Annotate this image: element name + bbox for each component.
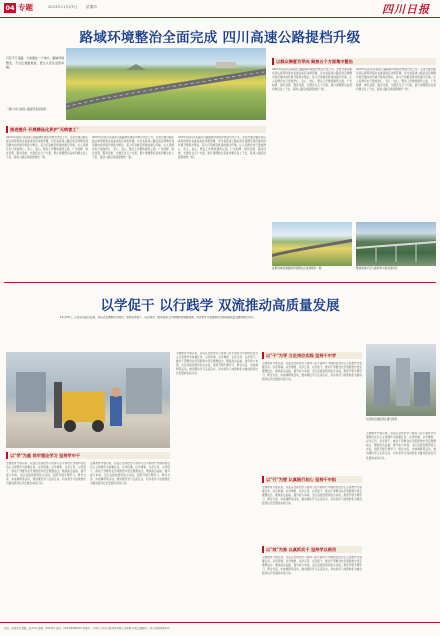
bottom-story-title: 以学促干 以行践学 双流推动高质量发展 <box>100 298 340 314</box>
page-header <box>0 0 440 18</box>
top-story-body-col-1: 2023年是四川省高速公路路域环境集中整治攻坚之年。全省交通运输系统认真贯彻落实省委省政府决策部署，对全省高速公路沿线及两侧可视范围内的环境开展集中整治，着力打造畅安舒美的通行环境，让人民群众出行更加舒心、安心、放心。整治工作聚焦建筑立面、广告标牌、绿化景观、服务设施、交通安全五个方面，累计清理整治各类问题点位上千处，高速公路沿线面貌焕然一新。 <box>6 136 88 160</box>
subhead-label: 推进提升 开展精品化养护"无病害工" <box>6 126 266 133</box>
factory-forklift-photo <box>6 352 170 448</box>
side-photo-caption: 双流航空港经济区建设现场 <box>366 418 398 421</box>
subhead-label: 以"学"为基 筑牢理论学习 坚持学中干 <box>6 452 170 459</box>
subhead-label: 以群众满意为导向 聚焦五个方面集中整治 <box>272 58 436 65</box>
top-story-right-column-a: 2023年是四川省高速公路路域环境集中整治攻坚之年。全省交通运输系统认真贯彻落实省委省政府决策部署，对全省高速公路沿线及两侧可视范围内的环境开展集中整治，着力打造畅安舒美的通行环境，让人民群众出行更加舒心、安心、放心。整治工作聚焦建筑立面、广告标牌、绿化景观、服务设施、交通安全五个方面，累计清理整治各类问题点位上千处，高速公路沿线面貌焕然一新。 <box>272 68 352 92</box>
bottom-story-col-5: 主题教育开展以来，双流区坚持把学习贯彻习近平新时代中国特色社会主义思想作为首要任务，以学铸魂、以学增智、以学正风、以学促干，推动干部群众在学思践悟中坚定理想信念、锤炼政治品格、提升能力本领。全区各级党组织结合实际，组织开展专题学习、研讨交流、实地调研等活动，推动理论学习走深走实，切实将学习成果转化为推动经济社会发展的实际行动。 <box>262 486 362 506</box>
page-number-badge: 04 <box>5 4 15 12</box>
mountain-bridge-photo <box>356 222 436 266</box>
bottom-story-subhead-1 <box>6 452 170 459</box>
section-divider <box>4 282 436 283</box>
footer-text: 地址：成都市红星路二段70号 邮编：610012 电话：028-86968000 零售价：1.00元 四川日报印务有限公司印刷 本报法律顾问：四川某律师事务所 <box>4 627 170 630</box>
highway-landscape-photo-left <box>272 222 352 266</box>
subhead-label: 以"行"为要 认真践行初心 坚持干中担 <box>262 476 362 483</box>
top-story <box>0 18 440 278</box>
bottom-story-col-1: 主题教育开展以来，双流区坚持把学习贯彻习近平新时代中国特色社会主义思想作为首要任务，以学铸魂、以学增智、以学正风、以学促干，推动干部群众在学思践悟中坚定理想信念、锤炼政治品格、提升能力本领。全区各级党组织结合实际，组织开展专题学习、研讨交流、实地调研等活动，推动理论学习走深走实，切实将学习成果转化为推动经济社会发展的实际行动。 <box>6 462 86 486</box>
top-story-photo2-caption: 成都绕城高速路域环境整治后景观焕然一新。 <box>272 267 324 270</box>
bottom-story-subhead-2 <box>262 352 362 359</box>
top-story-title: 路域环境整治全面完成 四川高速公路提档升级 <box>79 30 361 46</box>
bottom-story-col-2: 主题教育开展以来，双流区坚持把学习贯彻习近平新时代中国特色社会主义思想作为首要任务，以学铸魂、以学增智、以学正风、以学促干，推动干部群众在学思践悟中坚定理想信念、锤炼政治品格、提升能力本领。全区各级党组织结合实际，组织开展专题学习、研讨交流、实地调研等活动，推动理论学习走深走实，切实将学习成果转化为推动经济社会发展的实际行动。 <box>90 462 170 486</box>
bottom-story-col-4: 主题教育开展以来，双流区坚持把学习贯彻习近平新时代中国特色社会主义思想作为首要任务，以学铸魂、以学增智、以学正风、以学促干，推动干部群众在学思践悟中坚定理想信念、锤炼政治品格、提升能力本领。全区各级党组织结合实际，组织开展专题学习、研讨交流、实地调研等活动，推动理论学习走深走实，切实将学习成果转化为推动经济社会发展的实际行动。 <box>262 362 362 382</box>
bottom-story-intro: 11月23日，记者从双流区获悉，该区以主题教育为契机，坚持以学促干、以行践学，推动各项工作取得新进展新成效，切实把学习成果转化为推动高质量发展的强大动力。 <box>60 316 256 319</box>
highway-aerial-photo <box>66 48 266 120</box>
bottom-story-col-3: 主题教育开展以来，双流区坚持把学习贯彻习近平新时代中国特色社会主义思想作为首要任务，以学铸魂、以学增智、以学正风、以学促干，推动干部群众在学思践悟中坚定理想信念、锤炼政治品格、提升能力本领。全区各级党组织结合实际，组织开展专题学习、研讨交流、实地调研等活动，推动理论学习走深走实，切实将学习成果转化为推动经济社会发展的实际行动。 <box>176 352 258 376</box>
issue-date: 2023年11月23日 <box>48 5 78 9</box>
industrial-site-photo <box>366 344 436 416</box>
top-story-body-col-3: 2023年是四川省高速公路路域环境集中整治攻坚之年。全省交通运输系统认真贯彻落实省委省政府决策部署，对全省高速公路沿线及两侧可视范围内的环境开展集中整治，着力打造畅安舒美的通行环境，让人民群众出行更加舒心、安心、放心。整治工作聚焦建筑立面、广告标牌、绿化景观、服务设施、交通安全五个方面，累计清理整治各类问题点位上千处，高速公路沿线面貌焕然一新。 <box>178 136 266 160</box>
issue-weekday: 星期四 <box>86 5 97 9</box>
subhead-label: 以"效"为准 以真抓实干 坚持学以致用 <box>262 546 362 553</box>
section-label: 专题 <box>18 3 33 12</box>
page-footer <box>0 622 440 636</box>
top-story-photo-credit: （图片/四川高速公路建设集团供图） <box>6 108 49 111</box>
bottom-story-col-6: 主题教育开展以来，双流区坚持把学习贯彻习近平新时代中国特色社会主义思想作为首要任务，以学铸魂、以学增智、以学正风、以学促干，推动干部群众在学思践悟中坚定理想信念、锤炼政治品格、提升能力本领。全区各级党组织结合实际，组织开展专题学习、研讨交流、实地调研等活动，推动理论学习走深走实，切实将学习成果转化为推动经济社会发展的实际行动。 <box>262 556 362 576</box>
bottom-story-col-7: 主题教育开展以来，双流区坚持把学习贯彻习近平新时代中国特色社会主义思想作为首要任务，以学铸魂、以学增智、以学正风、以学促干，推动干部群众在学思践悟中坚定理想信念、锤炼政治品格、提升能力本领。全区各级党组织结合实际，组织开展专题学习、研讨交流、实地调研等活动，推动理论学习走深走实，切实将学习成果转化为推动经济社会发展的实际行动。 <box>366 432 436 460</box>
bottom-story-subhead-4 <box>262 546 362 553</box>
top-story-intro-block <box>6 56 64 122</box>
bottom-story-subhead-3 <box>262 476 362 483</box>
highway-road-shape <box>66 48 266 120</box>
top-story-subhead-1 <box>272 58 436 65</box>
top-story-photo3-caption: 雅康高速泸定大渡河特大桥沿线风光 <box>356 267 398 270</box>
top-story-right-column-b: 2023年是四川省高速公路路域环境集中整治攻坚之年。全省交通运输系统认真贯彻落实省委省政府决策部署，对全省高速公路沿线及两侧可视范围内的环境开展集中整治，着力打造畅安舒美的通行环境，让人民群众出行更加舒心、安心、放心。整治工作聚焦建筑立面、广告标牌、绿化景观、服务设施、交通安全五个方面，累计清理整治各类问题点位上千处，高速公路沿线面貌焕然一新。 <box>356 68 436 92</box>
top-story-subhead-2 <box>6 126 266 133</box>
paper-masthead: 四川日报 <box>382 3 430 16</box>
bottom-story <box>0 284 440 619</box>
top-story-body-col-2: 2023年是四川省高速公路路域环境集中整治攻坚之年。全省交通运输系统认真贯彻落实省委省政府决策部署，对全省高速公路沿线及两侧可视范围内的环境开展集中整治，着力打造畅安舒美的通行环境，让人民群众出行更加舒心、安心、放心。整治工作聚焦建筑立面、广告标牌、绿化景观、服务设施、交通安全五个方面，累计清理整治各类问题点位上千处，高速公路沿线面貌焕然一新。 <box>92 136 174 160</box>
top-story-intro: 只有千万条路，才能通往一个地方。路域环境整治，不仅让道路更美，更让人民生活更幸福。 <box>6 56 64 70</box>
subhead-label: 以"干"为导 立足岗位实践 坚持干中学 <box>262 352 362 359</box>
